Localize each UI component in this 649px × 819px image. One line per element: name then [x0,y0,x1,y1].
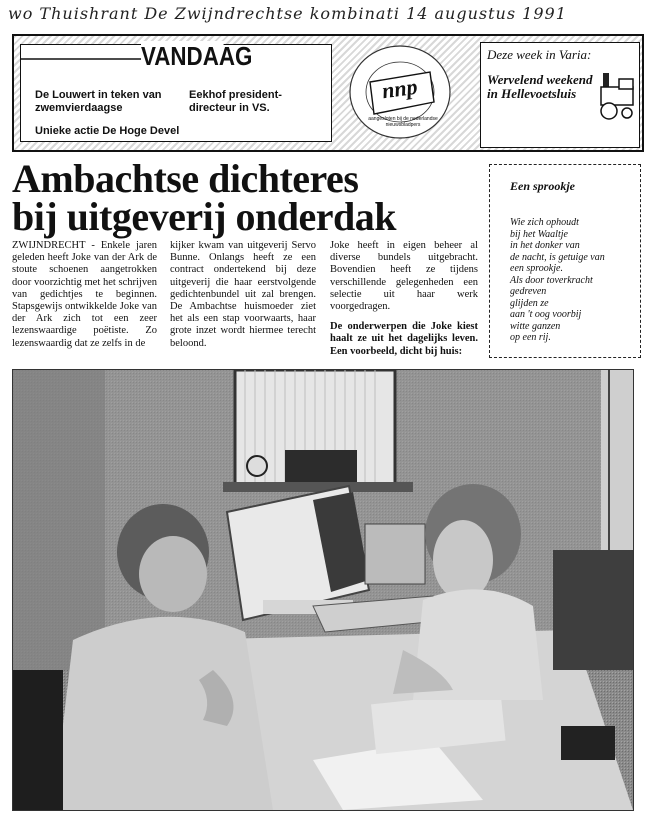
headline-line-1: Ambachtse dichteres [12,156,359,201]
poem-title: Een sprookje [510,179,576,193]
vandaag-item-3: Unieke actie De Hoge Devel [35,125,180,137]
article-column-2: kijker kwam van uitgeverij Servo Bunne. Onlangs heeft ze een contract ondertekend bij deze uitgeverij die haar eerstvolgende gedichtenbundel uit zal brengen. De Ambachtse huismoeder ziet het als een stap voorwaarts, haar grote inzet wordt hiermee terecht beloond. [170,240,316,349]
vandaag-box [20,41,332,142]
headline-line-2: bij uitgeverij onderdak [12,194,397,239]
locomotive-icon [597,69,637,125]
vandaag-item-1: De Louwert in teken van zwemvierdaagse [35,89,162,114]
varia-title: Deze week in Varia: [487,47,592,62]
photo-scene [13,370,633,810]
article-column-3-paragraph-2: De onderwerpen die Joke kiest haalt ze uit het dagelijks leven. Een voorbeeld, dicht bij huis: [330,321,478,357]
stamp-center-text: nnp [380,73,419,104]
article-headline [12,156,482,239]
handwritten-annotation: wo Thuishrant De Zwijndrechtse kombinati 14 augustus 1991 [8,4,567,23]
poem-line: een sprookje. [510,263,563,274]
article-column-3-paragraph-1: Joke heeft in eigen beheer al diverse bundels uitgebracht. Bovendien heeft ze tijdens verschillende gelegenheden een selectie uit haar werk voorgedragen. [330,240,478,313]
article-column-3 [330,240,478,358]
poem-line: witte ganzen [510,320,561,332]
poem-line: bij het Waaltje [510,228,568,240]
article-photo [12,369,634,811]
poem-sidebar [489,164,641,358]
poem-text [510,217,636,344]
vandaag-item-2: Eekhof president-directeur in VS. [189,89,282,114]
poem-line: gedreven [510,286,547,297]
poem-line: in het donker van [510,240,580,251]
poem-line: aan 't oog voorbij [510,309,582,320]
poem-line: Als door toverkracht [510,274,593,286]
poem-line: op een rij. [510,332,551,343]
vandaag-label: VANDAAG [141,41,253,71]
varia-text: Wervelend weekend in Hellevoetsluis [487,72,593,101]
stamp-ring-text: aangesloten bij de nederlandse nieuwsbladpers [368,116,438,128]
masthead-banner [12,34,644,152]
poem-line: glijden ze [510,297,549,309]
poem-line: Wie zich ophoudt [510,217,579,228]
article-column-1: ZWIJNDRECHT - Enkele jaren geleden heeft Joke van der Ark de stoute schoenen aangetrokken door voorzichtig met het schrijven van gedichtjes te beginnen. Stapsgewijs ontwikkelde Joke van der Ark zich tot een zeer lezenswaardige poëtiste. Zo lezenswaardig dat ze zelfs in de [12,240,157,349]
varia-box [480,42,640,148]
poem-line: de nacht, is getuige van [510,251,605,263]
nnp-stamp [346,42,454,142]
